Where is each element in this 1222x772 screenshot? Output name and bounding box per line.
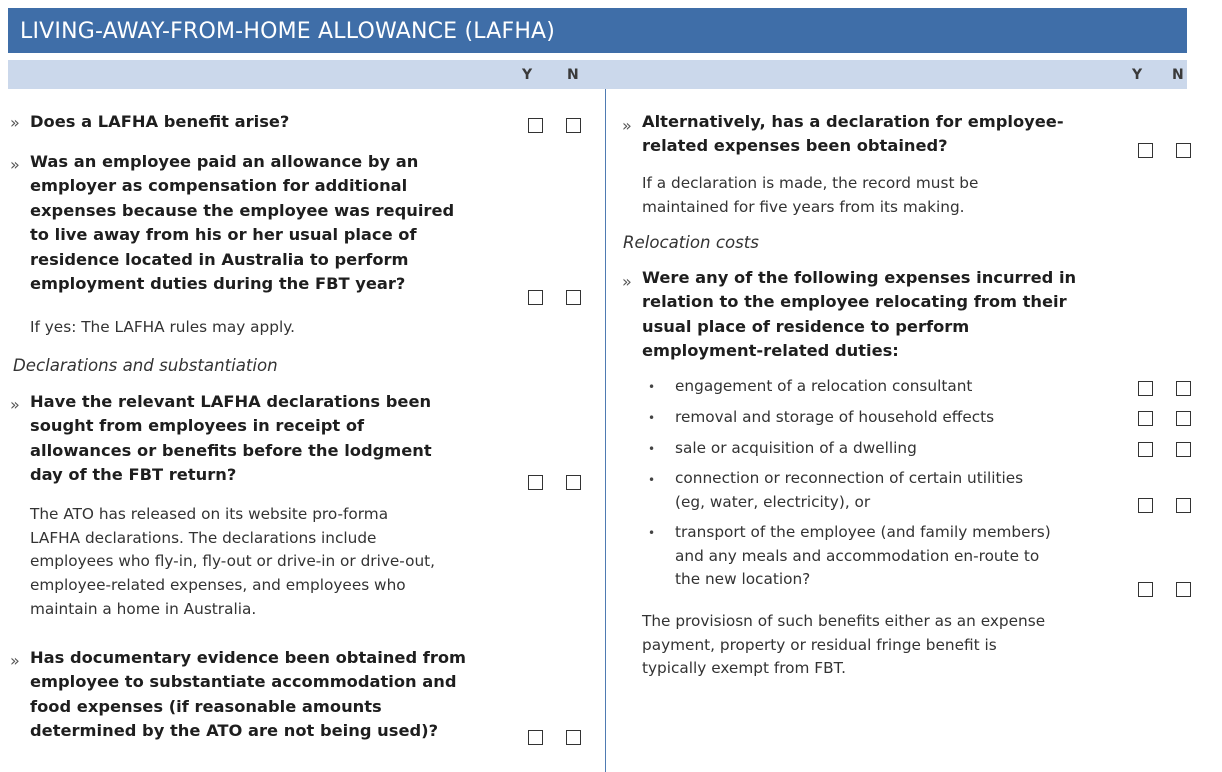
- question-documentary-evidence: Has documentary evidence been obtained from employee to substantiate accommodation and food expenses (if reasonable amounts determined by the ATO are not being used)?: [30, 648, 467, 741]
- yes-checkbox[interactable]: [1138, 381, 1153, 396]
- no-checkbox[interactable]: [566, 118, 581, 133]
- no-checkbox[interactable]: [1176, 381, 1191, 396]
- no-checkbox[interactable]: [1176, 498, 1191, 513]
- section-header-bar: [8, 8, 1187, 53]
- column-divider: [605, 89, 606, 772]
- section-title: LIVING-AWAY-FROM-HOME ALLOWANCE (LAFHA): [20, 19, 556, 44]
- list-dot: •: [648, 526, 656, 540]
- list-dot: •: [648, 411, 656, 425]
- note-text: If yes: The LAFHA rules may apply.: [30, 318, 295, 336]
- no-checkbox[interactable]: [1176, 582, 1191, 597]
- no-checkbox[interactable]: [566, 475, 581, 490]
- no-checkbox[interactable]: [566, 290, 581, 305]
- question-employee-declaration: Alternatively, has a declaration for employee- related expenses been obtained?: [642, 112, 1064, 156]
- section-subheading: Relocation costs: [623, 233, 759, 252]
- yes-checkbox[interactable]: [528, 118, 543, 133]
- list-item: connection or reconnection of certain utilities (eg, water, electricity), or: [675, 469, 1024, 511]
- note-text: The ATO has released on its website pro-forma LAFHA declarations. The declarations include employees who fly-in, fly-out or drive-in or drive-out, employee-related expenses, and employees who maintain a home in Australia.: [30, 505, 436, 618]
- list-item: sale or acquisition of a dwelling: [675, 439, 917, 457]
- no-checkbox[interactable]: [566, 730, 581, 745]
- closing-note: The provisiosn of such benefits either as an expense payment, property or residual fringe benefit is typically exempt from FBT.: [642, 612, 1046, 678]
- no-checkbox[interactable]: [1176, 143, 1191, 158]
- left-yes-column-label: Y: [522, 67, 533, 83]
- list-dot: •: [648, 442, 656, 456]
- yes-checkbox[interactable]: [1138, 442, 1153, 457]
- question-allowance-paid: Was an employee paid an allowance by an employer as compensation for additional expenses because the employee was required to live away from his or her usual place of residence located in Australia to perform employment duties during the FBT year?: [30, 152, 455, 294]
- bullet-icon: »: [10, 113, 20, 132]
- note-text: If a declaration is made, the record must be maintained for five years from its making.: [642, 174, 979, 216]
- bullet-icon: »: [10, 395, 20, 414]
- bullet-icon: »: [10, 155, 20, 174]
- yes-checkbox[interactable]: [1138, 582, 1153, 597]
- list-item: transport of the employee (and family members) and any meals and accommodation en-route to the new location?: [675, 523, 1051, 589]
- no-checkbox[interactable]: [1176, 442, 1191, 457]
- column-header-bar: [8, 60, 1187, 89]
- list-item: engagement of a relocation consultant: [675, 377, 973, 395]
- yes-checkbox[interactable]: [528, 475, 543, 490]
- question-declarations-sought: Have the relevant LAFHA declarations been sought from employees in receipt of allowances or benefits before the lodgment day of the FBT return?: [30, 392, 432, 485]
- bullet-icon: »: [622, 116, 632, 135]
- right-yes-column-label: Y: [1132, 67, 1143, 83]
- no-checkbox[interactable]: [1176, 411, 1191, 426]
- question-lafha-arise: Does a LAFHA benefit arise?: [30, 112, 290, 131]
- bullet-icon: »: [10, 651, 20, 670]
- question-relocation-expenses: Were any of the following expenses incurred in relation to the employee relocating from their usual place of residence to perform employment-related duties:: [642, 268, 1077, 361]
- yes-checkbox[interactable]: [1138, 411, 1153, 426]
- right-no-column-label: N: [1172, 67, 1184, 83]
- section-subheading: Declarations and substantiation: [13, 356, 278, 375]
- yes-checkbox[interactable]: [1138, 498, 1153, 513]
- list-dot: •: [648, 473, 656, 487]
- yes-checkbox[interactable]: [528, 730, 543, 745]
- list-item: removal and storage of household effects: [675, 408, 995, 426]
- list-dot: •: [648, 380, 656, 394]
- yes-checkbox[interactable]: [1138, 143, 1153, 158]
- yes-checkbox[interactable]: [528, 290, 543, 305]
- left-no-column-label: N: [567, 67, 579, 83]
- bullet-icon: »: [622, 272, 632, 291]
